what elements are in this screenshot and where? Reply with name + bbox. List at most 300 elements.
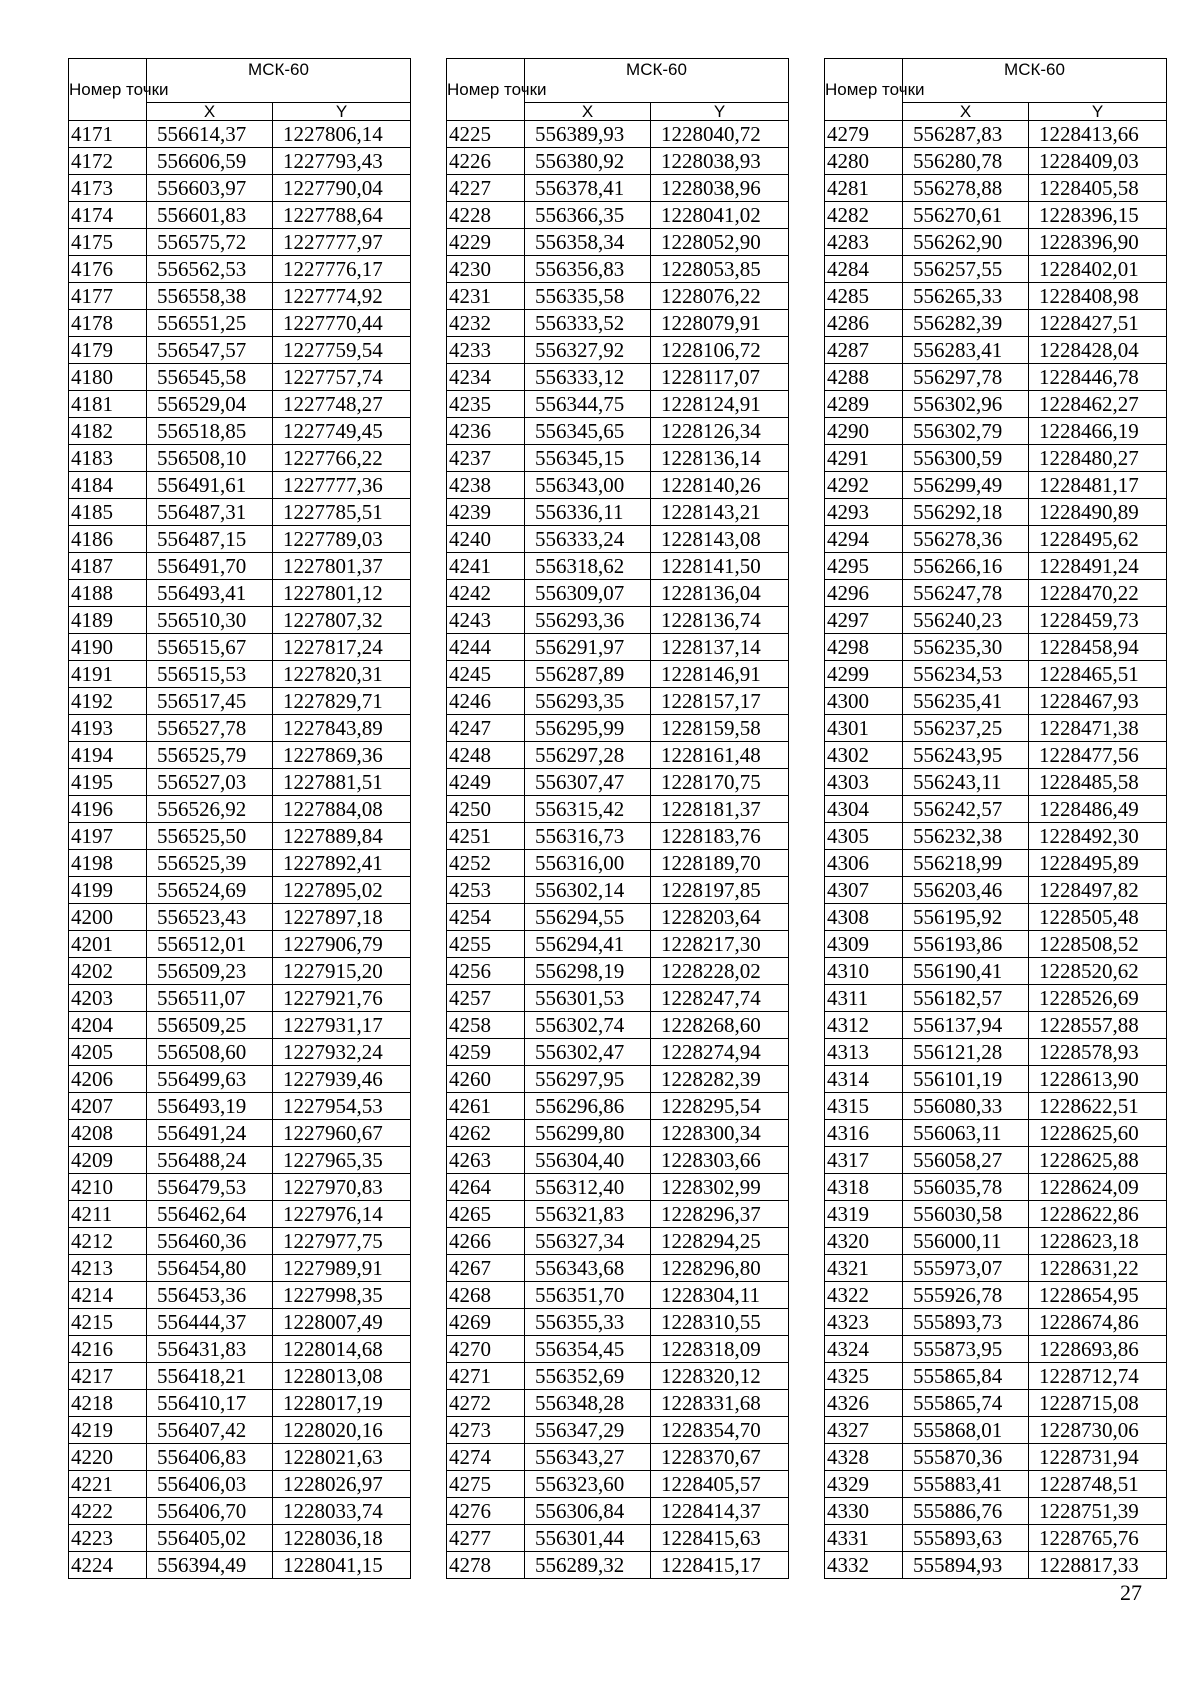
point-number-cell: 4182 xyxy=(69,418,147,445)
y-coordinate-cell: 1228274,94 xyxy=(651,1039,789,1066)
table-row xyxy=(69,202,411,229)
x-coordinate-cell: 556614,37 xyxy=(147,121,273,148)
x-coordinate-cell: 556058,27 xyxy=(903,1147,1029,1174)
table-row xyxy=(447,607,789,634)
y-coordinate-cell: 1228282,39 xyxy=(651,1066,789,1093)
point-number-cell: 4323 xyxy=(825,1309,903,1336)
x-coordinate-cell: 556527,78 xyxy=(147,715,273,742)
y-coordinate-cell: 1228408,98 xyxy=(1029,283,1167,310)
y-coordinate-cell: 1228654,95 xyxy=(1029,1282,1167,1309)
point-number-cell: 4273 xyxy=(447,1417,525,1444)
y-coordinate-cell: 1228631,22 xyxy=(1029,1255,1167,1282)
point-number-cell: 4195 xyxy=(69,769,147,796)
x-coordinate-cell: 556195,92 xyxy=(903,904,1029,931)
y-coordinate-cell: 1227989,91 xyxy=(273,1255,411,1282)
x-coordinate-cell: 556299,49 xyxy=(903,472,1029,499)
y-coordinate-cell: 1227777,36 xyxy=(273,472,411,499)
table-row xyxy=(447,1525,789,1552)
table-row xyxy=(447,202,789,229)
x-coordinate-cell: 556358,34 xyxy=(525,229,651,256)
y-coordinate-cell: 1228170,75 xyxy=(651,769,789,796)
table-row xyxy=(825,607,1167,634)
x-coordinate-cell: 556351,70 xyxy=(525,1282,651,1309)
y-coordinate-cell: 1228294,25 xyxy=(651,1228,789,1255)
table-row xyxy=(447,769,789,796)
point-number-cell: 4178 xyxy=(69,310,147,337)
coordinates-table-3 xyxy=(824,58,1167,1579)
y-coordinate-cell: 1228106,72 xyxy=(651,337,789,364)
point-number-cell: 4270 xyxy=(447,1336,525,1363)
table-row xyxy=(825,580,1167,607)
table-row xyxy=(825,499,1167,526)
table-row xyxy=(825,391,1167,418)
point-number-cell: 4218 xyxy=(69,1390,147,1417)
point-number-cell: 4319 xyxy=(825,1201,903,1228)
point-number-cell: 4186 xyxy=(69,526,147,553)
table-row xyxy=(447,391,789,418)
x-coordinate-cell: 556355,33 xyxy=(525,1309,651,1336)
point-number-cell: 4287 xyxy=(825,337,903,364)
point-number-cell: 4257 xyxy=(447,985,525,1012)
y-coordinate-cell: 1228715,08 xyxy=(1029,1390,1167,1417)
point-number-cell: 4262 xyxy=(447,1120,525,1147)
y-coordinate-cell: 1227790,04 xyxy=(273,175,411,202)
point-number-cell: 4308 xyxy=(825,904,903,931)
x-coordinate-cell: 556247,78 xyxy=(903,580,1029,607)
y-coordinate-cell: 1227829,71 xyxy=(273,688,411,715)
x-coordinate-cell: 556454,80 xyxy=(147,1255,273,1282)
x-coordinate-cell: 556316,00 xyxy=(525,850,651,877)
x-coordinate-cell: 556562,53 xyxy=(147,256,273,283)
table-row xyxy=(447,1066,789,1093)
point-number-cell: 4330 xyxy=(825,1498,903,1525)
y-coordinate-cell: 1227977,75 xyxy=(273,1228,411,1255)
y-coordinate-cell: 1227749,45 xyxy=(273,418,411,445)
table-row xyxy=(69,1525,411,1552)
table-row xyxy=(69,688,411,715)
table-row xyxy=(447,1552,789,1579)
table-row xyxy=(825,769,1167,796)
table-row xyxy=(447,823,789,850)
point-number-cell: 4292 xyxy=(825,472,903,499)
point-number-cell: 4306 xyxy=(825,850,903,877)
point-number-cell: 4191 xyxy=(69,661,147,688)
point-number-cell: 4222 xyxy=(69,1498,147,1525)
x-coordinate-cell: 556301,44 xyxy=(525,1525,651,1552)
x-coordinate-cell: 556030,58 xyxy=(903,1201,1029,1228)
point-number-cell: 4197 xyxy=(69,823,147,850)
table-row xyxy=(69,1066,411,1093)
table-row xyxy=(825,472,1167,499)
point-number-cell: 4207 xyxy=(69,1093,147,1120)
x-coordinate-cell: 556406,83 xyxy=(147,1444,273,1471)
y-coordinate-cell: 1227889,84 xyxy=(273,823,411,850)
x-coordinate-cell: 556280,78 xyxy=(903,148,1029,175)
table-row xyxy=(447,715,789,742)
system-header: МСК-60 xyxy=(903,59,1167,103)
point-number-cell: 4194 xyxy=(69,742,147,769)
x-coordinate-cell: 555865,84 xyxy=(903,1363,1029,1390)
y-coordinate-cell: 1228622,51 xyxy=(1029,1093,1167,1120)
point-number-cell: 4324 xyxy=(825,1336,903,1363)
table-row xyxy=(69,985,411,1012)
y-coordinate-cell: 1227897,18 xyxy=(273,904,411,931)
x-coordinate-cell: 556525,79 xyxy=(147,742,273,769)
point-number-cell: 4286 xyxy=(825,310,903,337)
point-number-cell: 4231 xyxy=(447,283,525,310)
table-row xyxy=(447,1498,789,1525)
x-coordinate-cell: 556525,50 xyxy=(147,823,273,850)
point-number-cell: 4202 xyxy=(69,958,147,985)
table-row xyxy=(69,877,411,904)
x-coordinate-cell: 556410,17 xyxy=(147,1390,273,1417)
point-number-cell: 4263 xyxy=(447,1147,525,1174)
y-coordinate-cell: 1228126,34 xyxy=(651,418,789,445)
x-coordinate-cell: 555865,74 xyxy=(903,1390,1029,1417)
table-row xyxy=(447,958,789,985)
table-row xyxy=(69,1471,411,1498)
point-number-cell: 4179 xyxy=(69,337,147,364)
table-row xyxy=(69,1228,411,1255)
table-row xyxy=(69,1498,411,1525)
x-coordinate-cell: 556242,57 xyxy=(903,796,1029,823)
x-coordinate-cell: 556547,57 xyxy=(147,337,273,364)
point-number-cell: 4176 xyxy=(69,256,147,283)
y-coordinate-cell: 1228625,60 xyxy=(1029,1120,1167,1147)
y-coordinate-cell: 1228623,18 xyxy=(1029,1228,1167,1255)
table-row xyxy=(447,337,789,364)
x-coordinate-cell: 556527,03 xyxy=(147,769,273,796)
x-coordinate-cell: 556487,15 xyxy=(147,526,273,553)
y-coordinate-cell: 1227788,64 xyxy=(273,202,411,229)
table-row xyxy=(69,499,411,526)
y-coordinate-cell: 1228731,94 xyxy=(1029,1444,1167,1471)
y-coordinate-cell: 1228491,24 xyxy=(1029,553,1167,580)
y-coordinate-cell: 1228427,51 xyxy=(1029,310,1167,337)
table-row xyxy=(447,175,789,202)
point-number-cell: 4258 xyxy=(447,1012,525,1039)
x-coordinate-cell: 556302,14 xyxy=(525,877,651,904)
x-coordinate-cell: 556551,25 xyxy=(147,310,273,337)
point-number-cell: 4307 xyxy=(825,877,903,904)
point-number-cell: 4177 xyxy=(69,283,147,310)
table-row xyxy=(69,148,411,175)
table-row xyxy=(825,1120,1167,1147)
page-number: 27 xyxy=(1120,1580,1142,1605)
table-row xyxy=(447,877,789,904)
table-row xyxy=(447,1012,789,1039)
y-coordinate-cell: 1228217,30 xyxy=(651,931,789,958)
x-coordinate-cell: 556295,99 xyxy=(525,715,651,742)
y-coordinate-cell: 1228490,89 xyxy=(1029,499,1167,526)
y-coordinate-cell: 1228415,63 xyxy=(651,1525,789,1552)
table-row xyxy=(825,1525,1167,1552)
x-coordinate-cell: 556526,92 xyxy=(147,796,273,823)
table-row xyxy=(825,175,1167,202)
point-number-cell: 4188 xyxy=(69,580,147,607)
table-row xyxy=(69,904,411,931)
table-row xyxy=(69,1174,411,1201)
table-row xyxy=(447,310,789,337)
x-coordinate-cell: 556302,96 xyxy=(903,391,1029,418)
x-coordinate-cell: 556278,36 xyxy=(903,526,1029,553)
y-coordinate-cell: 1228079,91 xyxy=(651,310,789,337)
y-coordinate-cell: 1228296,37 xyxy=(651,1201,789,1228)
point-number-cell: 4284 xyxy=(825,256,903,283)
point-number-cell: 4311 xyxy=(825,985,903,1012)
table-row xyxy=(69,1255,411,1282)
point-number-cell: 4314 xyxy=(825,1066,903,1093)
y-header: Y xyxy=(1029,103,1167,121)
table-row xyxy=(825,904,1167,931)
x-coordinate-cell: 556493,41 xyxy=(147,580,273,607)
x-coordinate-cell: 556299,80 xyxy=(525,1120,651,1147)
x-coordinate-cell: 556366,35 xyxy=(525,202,651,229)
coordinates-table-2 xyxy=(446,58,789,1579)
point-number-cell: 4217 xyxy=(69,1363,147,1390)
table-row xyxy=(447,1228,789,1255)
x-coordinate-cell: 556282,39 xyxy=(903,310,1029,337)
y-coordinate-cell: 1227766,22 xyxy=(273,445,411,472)
point-number-cell: 4269 xyxy=(447,1309,525,1336)
coordinates-body xyxy=(69,121,411,1579)
coordinates-body xyxy=(447,121,789,1579)
point-number-cell: 4313 xyxy=(825,1039,903,1066)
y-coordinate-cell: 1228405,57 xyxy=(651,1471,789,1498)
table-row xyxy=(825,742,1167,769)
y-coordinate-cell: 1227757,74 xyxy=(273,364,411,391)
point-number-cell: 4220 xyxy=(69,1444,147,1471)
point-number-cell: 4236 xyxy=(447,418,525,445)
table-row xyxy=(825,1228,1167,1255)
x-coordinate-cell: 556499,63 xyxy=(147,1066,273,1093)
table-row xyxy=(447,1309,789,1336)
y-coordinate-cell: 1228041,02 xyxy=(651,202,789,229)
y-coordinate-cell: 1227789,03 xyxy=(273,526,411,553)
coordinates-table-1 xyxy=(68,58,411,1579)
x-header: X xyxy=(525,103,651,121)
point-number-cell: 4238 xyxy=(447,472,525,499)
x-coordinate-cell: 556296,86 xyxy=(525,1093,651,1120)
point-number-cell: 4265 xyxy=(447,1201,525,1228)
x-coordinate-cell: 556294,41 xyxy=(525,931,651,958)
point-number-cell: 4209 xyxy=(69,1147,147,1174)
table-row xyxy=(69,1444,411,1471)
point-number-cell: 4219 xyxy=(69,1417,147,1444)
y-coordinate-cell: 1228748,51 xyxy=(1029,1471,1167,1498)
x-coordinate-cell: 556515,53 xyxy=(147,661,273,688)
point-number-cell: 4322 xyxy=(825,1282,903,1309)
y-coordinate-cell: 1227960,67 xyxy=(273,1120,411,1147)
point-number-cell: 4315 xyxy=(825,1093,903,1120)
y-coordinate-cell: 1227806,14 xyxy=(273,121,411,148)
y-coordinate-cell: 1228013,08 xyxy=(273,1363,411,1390)
table-row xyxy=(447,148,789,175)
x-coordinate-cell: 556080,33 xyxy=(903,1093,1029,1120)
table-row xyxy=(825,202,1167,229)
y-coordinate-cell: 1228331,68 xyxy=(651,1390,789,1417)
point-number-cell: 4215 xyxy=(69,1309,147,1336)
y-coordinate-cell: 1228465,51 xyxy=(1029,661,1167,688)
x-coordinate-cell: 556509,25 xyxy=(147,1012,273,1039)
table-row xyxy=(447,1471,789,1498)
x-coordinate-cell: 556380,92 xyxy=(525,148,651,175)
table-row xyxy=(825,418,1167,445)
point-number-cell: 4216 xyxy=(69,1336,147,1363)
system-header: МСК-60 xyxy=(525,59,789,103)
table-row xyxy=(825,1417,1167,1444)
point-number-cell: 4253 xyxy=(447,877,525,904)
x-coordinate-cell: 556333,52 xyxy=(525,310,651,337)
y-coordinate-cell: 1227921,76 xyxy=(273,985,411,1012)
y-coordinate-cell: 1228033,74 xyxy=(273,1498,411,1525)
table-row xyxy=(825,310,1167,337)
table-row xyxy=(447,580,789,607)
table-row xyxy=(447,364,789,391)
x-coordinate-cell: 556292,18 xyxy=(903,499,1029,526)
y-coordinate-cell: 1228693,86 xyxy=(1029,1336,1167,1363)
point-number-cell: 4203 xyxy=(69,985,147,1012)
y-coordinate-cell: 1227970,83 xyxy=(273,1174,411,1201)
point-number-cell: 4305 xyxy=(825,823,903,850)
y-coordinate-cell: 1228203,64 xyxy=(651,904,789,931)
y-coordinate-cell: 1227965,35 xyxy=(273,1147,411,1174)
point-number-cell: 4317 xyxy=(825,1147,903,1174)
x-coordinate-cell: 556318,62 xyxy=(525,553,651,580)
table-row xyxy=(69,445,411,472)
x-coordinate-cell: 556347,29 xyxy=(525,1417,651,1444)
y-coordinate-cell: 1227881,51 xyxy=(273,769,411,796)
x-coordinate-cell: 556345,65 xyxy=(525,418,651,445)
table-row xyxy=(447,1363,789,1390)
x-coordinate-cell: 555870,36 xyxy=(903,1444,1029,1471)
point-number-cell: 4277 xyxy=(447,1525,525,1552)
table-row xyxy=(447,688,789,715)
table-row xyxy=(825,553,1167,580)
y-coordinate-cell: 1227843,89 xyxy=(273,715,411,742)
table-row xyxy=(69,1282,411,1309)
y-coordinate-cell: 1228136,14 xyxy=(651,445,789,472)
point-number-cell: 4223 xyxy=(69,1525,147,1552)
x-coordinate-cell: 556601,83 xyxy=(147,202,273,229)
x-coordinate-cell: 556545,58 xyxy=(147,364,273,391)
x-coordinate-cell: 556063,11 xyxy=(903,1120,1029,1147)
point-number-cell: 4316 xyxy=(825,1120,903,1147)
x-coordinate-cell: 556418,21 xyxy=(147,1363,273,1390)
x-coordinate-cell: 556234,53 xyxy=(903,661,1029,688)
x-coordinate-cell: 556343,27 xyxy=(525,1444,651,1471)
y-coordinate-cell: 1228446,78 xyxy=(1029,364,1167,391)
point-number-cell: 4300 xyxy=(825,688,903,715)
x-coordinate-cell: 556321,83 xyxy=(525,1201,651,1228)
x-coordinate-cell: 556270,61 xyxy=(903,202,1029,229)
point-number-cell: 4255 xyxy=(447,931,525,958)
y-coordinate-cell: 1228624,09 xyxy=(1029,1174,1167,1201)
x-coordinate-cell: 556278,88 xyxy=(903,175,1029,202)
y-coordinate-cell: 1228143,21 xyxy=(651,499,789,526)
y-coordinate-cell: 1228320,12 xyxy=(651,1363,789,1390)
point-number-cell: 4328 xyxy=(825,1444,903,1471)
y-coordinate-cell: 1227939,46 xyxy=(273,1066,411,1093)
table-row xyxy=(825,229,1167,256)
x-coordinate-cell: 556453,36 xyxy=(147,1282,273,1309)
point-number-cell: 4180 xyxy=(69,364,147,391)
y-coordinate-cell: 1228053,85 xyxy=(651,256,789,283)
y-coordinate-cell: 1228622,86 xyxy=(1029,1201,1167,1228)
point-number-cell: 4276 xyxy=(447,1498,525,1525)
x-coordinate-cell: 556491,24 xyxy=(147,1120,273,1147)
y-coordinate-cell: 1228040,72 xyxy=(651,121,789,148)
point-number-cell: 4279 xyxy=(825,121,903,148)
point-number-cell: 4254 xyxy=(447,904,525,931)
y-coordinate-cell: 1228136,04 xyxy=(651,580,789,607)
x-coordinate-cell: 556000,11 xyxy=(903,1228,1029,1255)
y-coordinate-cell: 1228076,22 xyxy=(651,283,789,310)
point-number-cell: 4278 xyxy=(447,1552,525,1579)
x-coordinate-cell: 556335,58 xyxy=(525,283,651,310)
table-row xyxy=(447,661,789,688)
point-number-cell: 4246 xyxy=(447,688,525,715)
y-coordinate-cell: 1228467,93 xyxy=(1029,688,1167,715)
point-number-cell: 4232 xyxy=(447,310,525,337)
point-number-cell: 4214 xyxy=(69,1282,147,1309)
table-row xyxy=(447,1417,789,1444)
coordinates-body xyxy=(825,121,1167,1579)
table-row xyxy=(825,1363,1167,1390)
x-coordinate-cell: 556035,78 xyxy=(903,1174,1029,1201)
x-coordinate-cell: 556345,15 xyxy=(525,445,651,472)
table-row xyxy=(825,445,1167,472)
x-coordinate-cell: 556512,01 xyxy=(147,931,273,958)
x-coordinate-cell: 556352,69 xyxy=(525,1363,651,1390)
point-number-cell: 4187 xyxy=(69,553,147,580)
table-row xyxy=(825,1039,1167,1066)
y-coordinate-cell: 1228505,48 xyxy=(1029,904,1167,931)
x-coordinate-cell: 556493,19 xyxy=(147,1093,273,1120)
table-row xyxy=(69,958,411,985)
table-row xyxy=(447,1039,789,1066)
y-coordinate-cell: 1228470,22 xyxy=(1029,580,1167,607)
point-number-cell: 4212 xyxy=(69,1228,147,1255)
y-coordinate-cell: 1228159,58 xyxy=(651,715,789,742)
y-coordinate-cell: 1228481,17 xyxy=(1029,472,1167,499)
table-row xyxy=(447,1444,789,1471)
point-number-cell: 4183 xyxy=(69,445,147,472)
x-coordinate-cell: 556606,59 xyxy=(147,148,273,175)
y-coordinate-cell: 1228765,76 xyxy=(1029,1525,1167,1552)
table-row xyxy=(69,850,411,877)
table-row xyxy=(69,283,411,310)
table-row xyxy=(825,1471,1167,1498)
point-number-cell: 4260 xyxy=(447,1066,525,1093)
y-coordinate-cell: 1227776,17 xyxy=(273,256,411,283)
point-number-cell: 4205 xyxy=(69,1039,147,1066)
x-coordinate-cell: 556315,42 xyxy=(525,796,651,823)
point-number-cell: 4175 xyxy=(69,229,147,256)
y-coordinate-cell: 1228396,90 xyxy=(1029,229,1167,256)
point-number-cell: 4303 xyxy=(825,769,903,796)
table-row xyxy=(447,283,789,310)
point-number-cell: 4302 xyxy=(825,742,903,769)
x-coordinate-cell: 556525,39 xyxy=(147,850,273,877)
x-coordinate-cell: 556508,60 xyxy=(147,1039,273,1066)
table-row xyxy=(447,931,789,958)
y-coordinate-cell: 1228041,15 xyxy=(273,1552,411,1579)
point-number-cell: 4190 xyxy=(69,634,147,661)
table-row xyxy=(69,1417,411,1444)
table-row xyxy=(825,1336,1167,1363)
table-row xyxy=(69,742,411,769)
